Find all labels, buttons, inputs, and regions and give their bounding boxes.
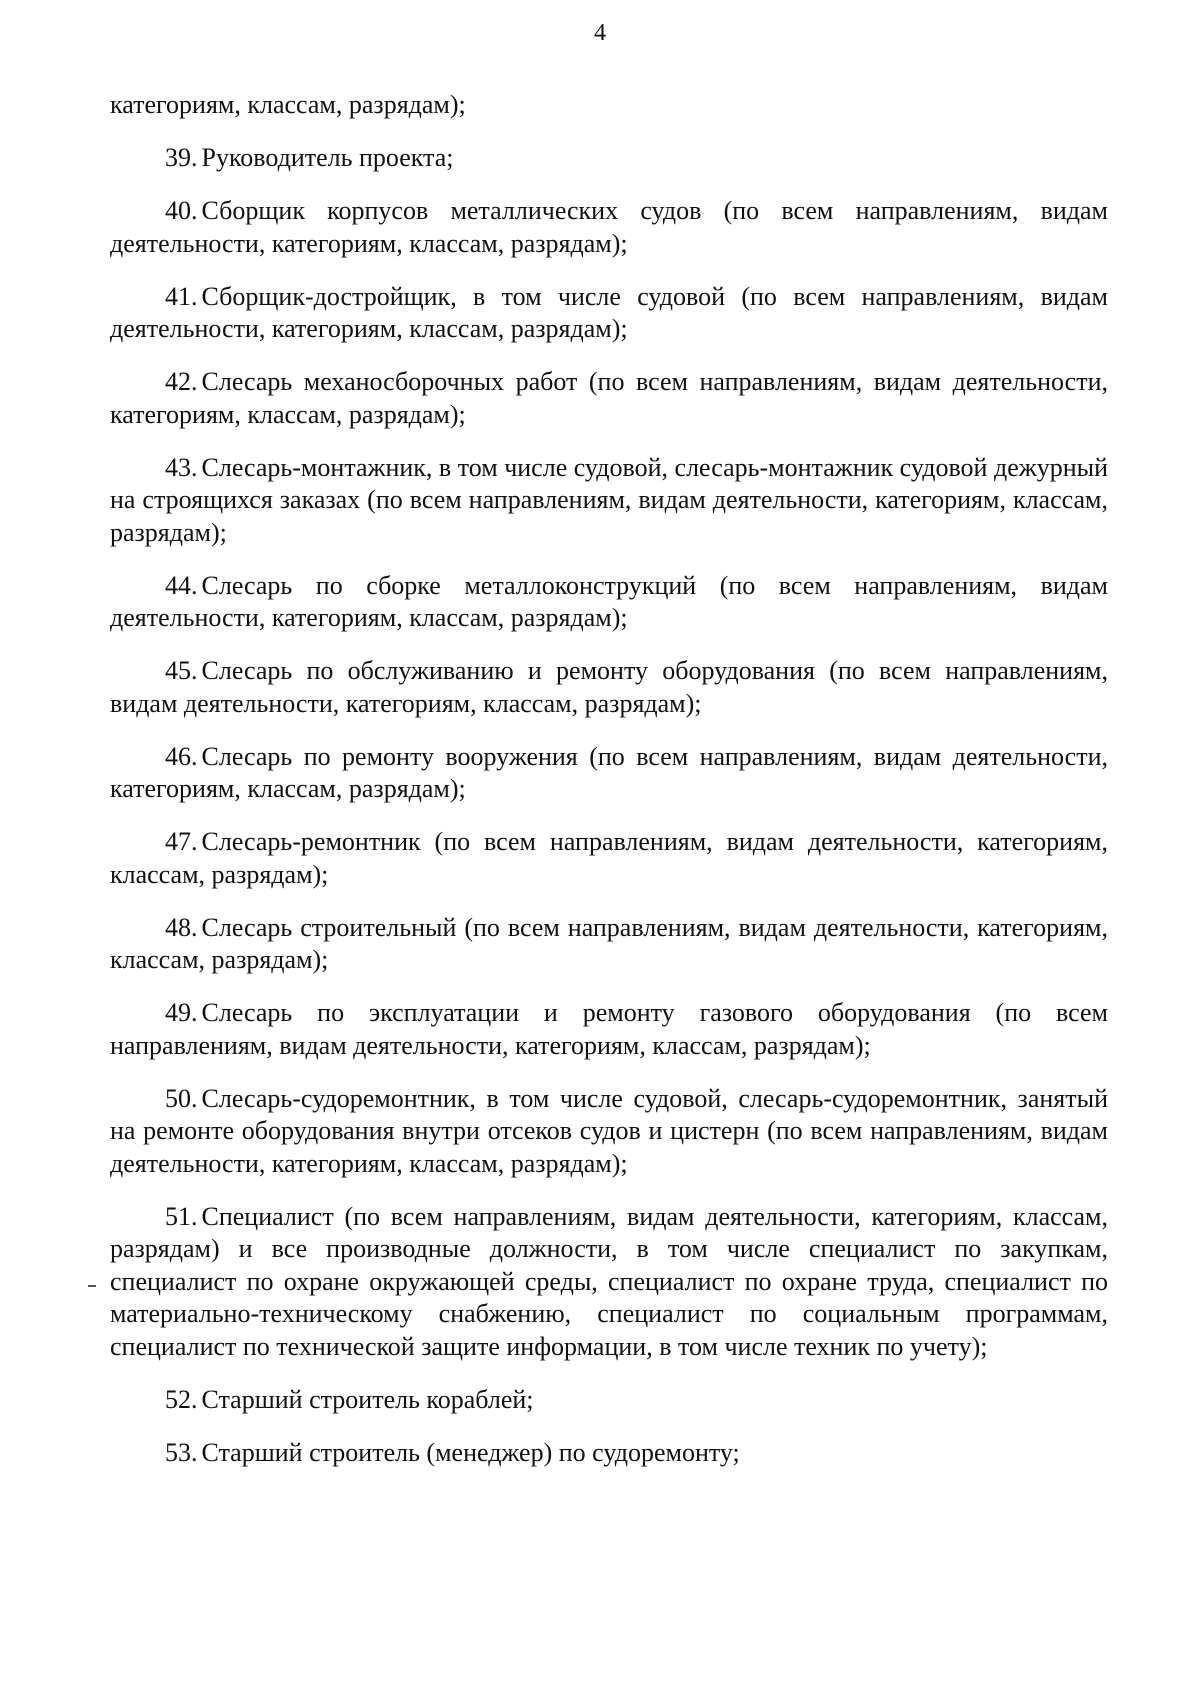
list-item-text: категориям, классам, разрядам); [110,90,466,119]
list-item [110,281,1108,346]
list-item-number: 43. [165,452,198,482]
list-item [110,997,1108,1062]
list-item-continuation [110,89,1108,122]
list-item-number: 51. [165,1201,198,1231]
list-item-text: Руководитель проекта; [201,143,454,172]
list-item-number: 52. [165,1384,198,1414]
list-item-text: Слесарь-ремонтник (по всем направлениям, видам деятельности, категориям, классам, разрядам); [110,827,1108,889]
list-item-text: Слесарь по ремонту вооружения (по всем направлениям, видам деятельности, категориям, классам, разрядам); [110,741,1108,803]
page-number: 4 [594,20,606,46]
list-item [110,570,1108,635]
list-item-text: Старший строитель (менеджер) по судоремонту; [201,1437,740,1467]
job-list [110,89,1108,1490]
list-item [110,366,1108,431]
list-item [110,1384,1108,1417]
list-item-number: 39. [165,143,198,172]
list-item [110,741,1108,806]
list-item-number: 46. [165,741,198,771]
list-item-text: Слесарь механосборочных работ (по всем направлениям, видам деятельности, категориям, классам, разрядам); [110,367,1108,429]
list-item-text: Сборщик корпусов металлических судов (по всем направлениям, видам деятельности, категориям, классам, разрядам); [110,196,1108,258]
list-item-text: Слесарь-монтажник, в том числе судовой, слесарь-монтажник судовой дежурный на строящихся заказах (по всем направлениям, видам деятельности, категориям, классам, разрядам); [110,452,1108,547]
list-item [110,826,1108,891]
list-item-text: Слесарь строительный (по всем направлениям, видам деятельности, категориям, классам, разрядам); [110,912,1108,974]
list-item-text: Слесарь по эксплуатации и ремонту газового оборудования (по всем направлениям, видам деятельности, категориям, классам, разрядам); [110,998,1108,1060]
list-item [110,452,1108,550]
list-item [110,1201,1108,1364]
list-item-number: 42. [165,367,198,396]
list-item-text: Слесарь по обслуживанию и ремонту оборудования (по всем направлениям, видам деятельности, категориям, классам, разрядам); [110,656,1108,718]
list-item-text: Старший строитель кораблей; [201,1384,534,1414]
list-item-text: Специалист (по всем направлениям, видам деятельности, категориям, классам, разрядам) и все производные должности, в том числе специалист по закупкам, специалист по охране окружающей среды, специалист по охране труда, специалист по материально-техническому снабжению, специалист по социальным программам, специалист по технической защите информации, в том числе техник по учету); [110,1201,1108,1361]
list-item-number: 44. [165,570,198,600]
list-item-number: 40. [165,196,198,225]
list-item-number: 48. [165,912,198,942]
list-item [110,142,1108,175]
list-item [110,912,1108,977]
scan-artifact-mark [88,1285,96,1287]
list-item-number: 45. [165,656,198,685]
list-item [110,1083,1108,1181]
list-item-number: 53. [165,1437,198,1467]
list-item-text: Слесарь-судоремонтник, в том числе судовой, слесарь-судоремонтник, занятый на ремонте оборудования внутри отсеков судов и цистерн (по всем направлениям, видам деятельности, категориям, классам, разрядам); [110,1083,1108,1178]
list-item-number: 49. [165,998,198,1027]
list-item [110,1437,1108,1470]
list-item-number: 47. [165,827,198,856]
list-item-text: Слесарь по сборке металлоконструкций (по всем направлениям, видам деятельности, категориям, классам, разрядам); [110,570,1108,632]
list-item-text: Сборщик-достройщик, в том числе судовой (по всем направлениям, видам деятельности, категориям, классам, разрядам); [110,281,1108,343]
list-item [110,655,1108,720]
list-item-number: 50. [165,1083,198,1113]
list-item-number: 41. [165,281,198,311]
list-item [110,195,1108,260]
